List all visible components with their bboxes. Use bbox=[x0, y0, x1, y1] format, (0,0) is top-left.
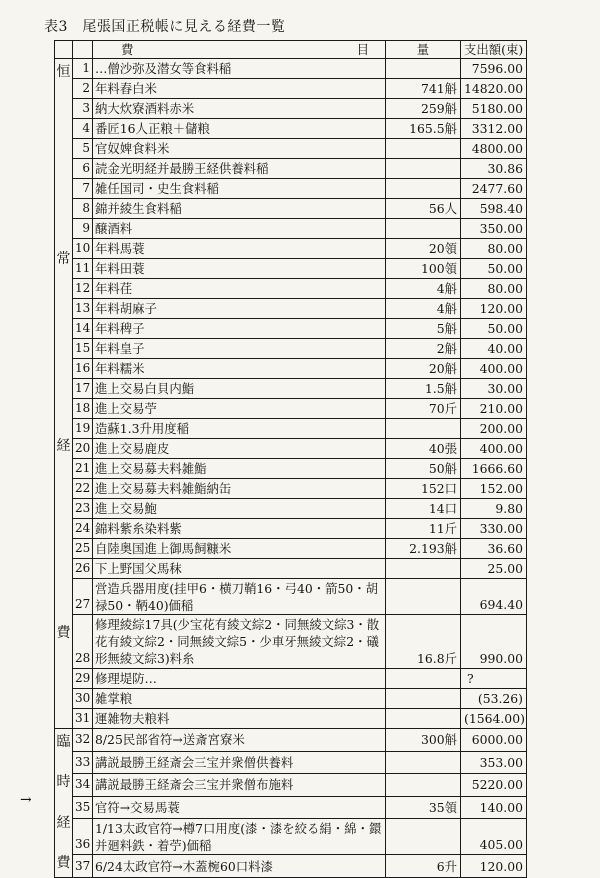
table-row bbox=[55, 279, 527, 299]
row-number: 21 bbox=[73, 459, 93, 479]
row-amount: ? bbox=[461, 669, 527, 689]
table-row bbox=[55, 99, 527, 119]
row-quantity: 741斛 bbox=[386, 79, 461, 99]
row-quantity: 5斛 bbox=[386, 319, 461, 339]
row-quantity bbox=[386, 669, 461, 689]
row-number: 26 bbox=[73, 559, 93, 579]
row-item: 進上交易苧 bbox=[93, 399, 386, 419]
regular-category-char: 恒 bbox=[56, 64, 71, 80]
table-row bbox=[55, 796, 527, 819]
row-number: 3 bbox=[73, 99, 93, 119]
row-number: 13 bbox=[73, 299, 93, 319]
table-row bbox=[55, 179, 527, 199]
row-amount: 30.00 bbox=[461, 379, 527, 399]
row-number: 8 bbox=[73, 199, 93, 219]
row-amount: 140.00 bbox=[461, 796, 527, 819]
table-row bbox=[55, 339, 527, 359]
row-number: 11 bbox=[73, 259, 93, 279]
row-item: 年料荏 bbox=[93, 279, 386, 299]
row-number: 34 bbox=[73, 774, 93, 797]
row-number: 9 bbox=[73, 219, 93, 239]
row-quantity: 4斛 bbox=[386, 279, 461, 299]
row-quantity: 4斛 bbox=[386, 299, 461, 319]
row-number: 30 bbox=[73, 689, 93, 709]
row-amount: 7596.00 bbox=[461, 59, 527, 79]
temporary-category-char: 経 bbox=[56, 814, 71, 831]
row-quantity: 100領 bbox=[386, 259, 461, 279]
row-item: 年料馬蓑 bbox=[93, 239, 386, 259]
row-quantity bbox=[386, 419, 461, 439]
row-quantity: 259斛 bbox=[386, 99, 461, 119]
row-amount: 990.00 bbox=[461, 615, 527, 669]
row-amount: 200.00 bbox=[461, 419, 527, 439]
header-blank bbox=[73, 41, 93, 59]
row-amount: 2477.60 bbox=[461, 179, 527, 199]
row-quantity bbox=[386, 179, 461, 199]
row-item: 醸酒料 bbox=[93, 219, 386, 239]
row-amount: 694.40 bbox=[461, 579, 527, 615]
row-quantity: 1.5斛 bbox=[386, 379, 461, 399]
row-number: 16 bbox=[73, 359, 93, 379]
table-row bbox=[55, 774, 527, 797]
row-quantity: 14口 bbox=[386, 499, 461, 519]
row-amount: 6000.00 bbox=[461, 729, 527, 752]
table-row bbox=[55, 669, 527, 689]
row-quantity: 152口 bbox=[386, 479, 461, 499]
table-row bbox=[55, 439, 527, 459]
row-item: 修理綾綜17具(少宝花有綾文綜2・同無綾文綜3・散花有綾文綜2・同無綾文綜5・少車牙無綾文綜2・礒形無綾文綜3)料糸 bbox=[93, 615, 386, 669]
row-quantity: 35領 bbox=[386, 796, 461, 819]
row-amount: (53.26) bbox=[461, 689, 527, 709]
row-number: 1 bbox=[73, 59, 93, 79]
row-quantity: 2.193斛 bbox=[386, 539, 461, 559]
table-row bbox=[55, 239, 527, 259]
row-number: 12 bbox=[73, 279, 93, 299]
row-item: 年料田蓑 bbox=[93, 259, 386, 279]
row-amount: 50.00 bbox=[461, 259, 527, 279]
table-row bbox=[55, 119, 527, 139]
header-row bbox=[55, 41, 527, 59]
row-item: 読金光明経并最勝王経供養料稲 bbox=[93, 159, 386, 179]
table-row bbox=[55, 359, 527, 379]
row-amount: 25.00 bbox=[461, 559, 527, 579]
row-amount: 14820.00 bbox=[461, 79, 527, 99]
table-row bbox=[55, 751, 527, 774]
header-item-left: 費 bbox=[121, 42, 134, 57]
row-quantity: 11斤 bbox=[386, 519, 461, 539]
row-item: 年料舂白米 bbox=[93, 79, 386, 99]
table-row bbox=[55, 159, 527, 179]
row-number: 5 bbox=[73, 139, 93, 159]
row-item: 番匠16人正粮＋儲粮 bbox=[93, 119, 386, 139]
header-item-right: 目 bbox=[356, 42, 369, 57]
row-item: 進上交易募夫料雑鮨納缶 bbox=[93, 479, 386, 499]
row-number: 10 bbox=[73, 239, 93, 259]
row-amount: 9.80 bbox=[461, 499, 527, 519]
row-number: 18 bbox=[73, 399, 93, 419]
row-number: 35 bbox=[73, 796, 93, 819]
row-quantity bbox=[386, 774, 461, 797]
row-quantity: 300斛 bbox=[386, 729, 461, 752]
row-item: 納大炊寮酒料赤米 bbox=[93, 99, 386, 119]
row-amount: 50.00 bbox=[461, 319, 527, 339]
regular-category-label bbox=[55, 59, 73, 729]
table-row bbox=[55, 79, 527, 99]
row-number: 14 bbox=[73, 319, 93, 339]
row-item: 造蘇1.3升用度稲 bbox=[93, 419, 386, 439]
row-quantity: 50斛 bbox=[386, 459, 461, 479]
table-row bbox=[55, 59, 527, 79]
row-amount: 405.00 bbox=[461, 819, 527, 855]
row-number: 25 bbox=[73, 539, 93, 559]
table-row bbox=[55, 519, 527, 539]
row-item: 講説最勝王経斎会三宝并衆僧布施料 bbox=[93, 774, 386, 797]
row-amount: 400.00 bbox=[461, 439, 527, 459]
row-amount: 1666.60 bbox=[461, 459, 527, 479]
table-row bbox=[55, 419, 527, 439]
table-row bbox=[55, 615, 527, 669]
row-quantity bbox=[386, 751, 461, 774]
row-number: 2 bbox=[73, 79, 93, 99]
row-item: 年料稗子 bbox=[93, 319, 386, 339]
table-row bbox=[55, 855, 527, 878]
row-quantity: 2斛 bbox=[386, 339, 461, 359]
row-quantity: 16.8斤 bbox=[386, 615, 461, 669]
row-item: 下上野国父馬秣 bbox=[93, 559, 386, 579]
row-quantity bbox=[386, 219, 461, 239]
row-quantity: 56人 bbox=[386, 199, 461, 219]
table-caption: 表3 尾張国正税帳に見える経費一覧 bbox=[44, 19, 286, 35]
row-item: 進上交易白貝内鮨 bbox=[93, 379, 386, 399]
row-amount: 598.40 bbox=[461, 199, 527, 219]
table-row bbox=[55, 459, 527, 479]
table-row bbox=[55, 379, 527, 399]
row-item: 修理堤防… bbox=[93, 669, 386, 689]
row-number: 37 bbox=[73, 855, 93, 878]
header-amount: 支出額(束) bbox=[461, 41, 527, 59]
row-number: 15 bbox=[73, 339, 93, 359]
row-item: 雑任国司・史生食料稲 bbox=[93, 179, 386, 199]
row-item: 進上交易鮑 bbox=[93, 499, 386, 519]
row-item: 官奴婢食料米 bbox=[93, 139, 386, 159]
row-amount: 80.00 bbox=[461, 239, 527, 259]
row-quantity: 6升 bbox=[386, 855, 461, 878]
table-row bbox=[55, 579, 527, 615]
row-item: 年料糯米 bbox=[93, 359, 386, 379]
row-item: 6/24太政官符→木蓋椀60口料漆 bbox=[93, 855, 386, 878]
row-number: 32 bbox=[73, 729, 93, 752]
row-item: 年料皇子 bbox=[93, 339, 386, 359]
row-number: 19 bbox=[73, 419, 93, 439]
row-quantity: 165.5斛 bbox=[386, 119, 461, 139]
table-row bbox=[55, 199, 527, 219]
temporary-category-char: 費 bbox=[56, 854, 71, 871]
row-amount: 210.00 bbox=[461, 399, 527, 419]
row-item: 錦料紫糸染料紫 bbox=[93, 519, 386, 539]
row-amount: 3312.00 bbox=[461, 119, 527, 139]
row-amount: 120.00 bbox=[461, 855, 527, 878]
row-amount: 80.00 bbox=[461, 279, 527, 299]
row-quantity: 20領 bbox=[386, 239, 461, 259]
regular-category-char: 費 bbox=[56, 625, 71, 641]
row-number: 6 bbox=[73, 159, 93, 179]
temporary-category-char: 臨 bbox=[56, 734, 71, 750]
row-quantity bbox=[386, 819, 461, 855]
table-row bbox=[55, 559, 527, 579]
row-number: 20 bbox=[73, 439, 93, 459]
row-quantity bbox=[386, 559, 461, 579]
row-item: 年料胡麻子 bbox=[93, 299, 386, 319]
table-row bbox=[55, 539, 527, 559]
row-item: …僧沙弥及潜女等食料稲 bbox=[93, 59, 386, 79]
row-item: 講説最勝王経斎会三宝并衆僧供養料 bbox=[93, 751, 386, 774]
row-number: 22 bbox=[73, 479, 93, 499]
row-number: 31 bbox=[73, 709, 93, 729]
row-amount: 30.86 bbox=[461, 159, 527, 179]
row-item: 運雑物夫粮料 bbox=[93, 709, 386, 729]
table-row bbox=[55, 139, 527, 159]
row-quantity bbox=[386, 579, 461, 615]
row-amount: 353.00 bbox=[461, 751, 527, 774]
row-number: 27 bbox=[73, 579, 93, 615]
regular-category-char: 経 bbox=[56, 438, 71, 454]
row-number: 4 bbox=[73, 119, 93, 139]
table-row bbox=[55, 499, 527, 519]
row-item: 官符→交易馬蓑 bbox=[93, 796, 386, 819]
header-corner bbox=[55, 41, 73, 59]
row-quantity: 20斛 bbox=[386, 359, 461, 379]
row-quantity bbox=[386, 139, 461, 159]
regular-category-char: 常 bbox=[56, 251, 71, 267]
row-amount: (1564.00) bbox=[461, 709, 527, 729]
row-amount: 36.60 bbox=[461, 539, 527, 559]
table-row bbox=[55, 729, 527, 752]
row-amount: 4800.00 bbox=[461, 139, 527, 159]
row-number: 7 bbox=[73, 179, 93, 199]
temporary-category-char: 時 bbox=[56, 774, 71, 791]
row-amount: 350.00 bbox=[461, 219, 527, 239]
row-amount: 152.00 bbox=[461, 479, 527, 499]
row-number: 24 bbox=[73, 519, 93, 539]
row-number: 28 bbox=[73, 615, 93, 669]
table-row bbox=[55, 689, 527, 709]
row-quantity: 40張 bbox=[386, 439, 461, 459]
table-row bbox=[55, 819, 527, 855]
row-item: 雑掌粮 bbox=[93, 689, 386, 709]
row-amount: 400.00 bbox=[461, 359, 527, 379]
row-quantity bbox=[386, 709, 461, 729]
row-amount: 5220.00 bbox=[461, 774, 527, 797]
row-number: 36 bbox=[73, 819, 93, 855]
row-item: 1/13太政官符→樽7口用度(漆・漆を絞る絹・綿・鐶并廻料鉄・着苧)価稲 bbox=[93, 819, 386, 855]
temporary-category-label bbox=[55, 729, 73, 878]
row-amount: 330.00 bbox=[461, 519, 527, 539]
table-row bbox=[55, 319, 527, 339]
row-item: 8/25民部省符→送斎宮寮米 bbox=[93, 729, 386, 752]
table-row bbox=[55, 299, 527, 319]
row-amount: 120.00 bbox=[461, 299, 527, 319]
row-item: 進上交易募夫料雑鮨 bbox=[93, 459, 386, 479]
row-number: 17 bbox=[73, 379, 93, 399]
table-row bbox=[55, 709, 527, 729]
row-quantity: 70斤 bbox=[386, 399, 461, 419]
row-item: 錦并綾生食料稲 bbox=[93, 199, 386, 219]
row-item: 自陸奥国進上御馬飼糠米 bbox=[93, 539, 386, 559]
table-row bbox=[55, 479, 527, 499]
table-body bbox=[55, 59, 527, 878]
table-row bbox=[55, 399, 527, 419]
row-number: 33 bbox=[73, 751, 93, 774]
row-amount: 40.00 bbox=[461, 339, 527, 359]
row-number: 23 bbox=[73, 499, 93, 519]
header-qty: 量 bbox=[386, 41, 461, 59]
table-row bbox=[55, 259, 527, 279]
expense-table bbox=[54, 40, 527, 878]
row-quantity bbox=[386, 689, 461, 709]
row-item: 進上交易鹿皮 bbox=[93, 439, 386, 459]
continuation-arrow: → bbox=[20, 792, 32, 808]
row-number: 29 bbox=[73, 669, 93, 689]
row-amount: 5180.00 bbox=[461, 99, 527, 119]
row-quantity bbox=[386, 159, 461, 179]
table-row bbox=[55, 219, 527, 239]
header-item bbox=[93, 41, 386, 59]
row-item: 営造兵器用度(挂甲6・横刀鞘16・弓40・箭50・胡禄50・鞆40)価稲 bbox=[93, 579, 386, 615]
row-quantity bbox=[386, 59, 461, 79]
